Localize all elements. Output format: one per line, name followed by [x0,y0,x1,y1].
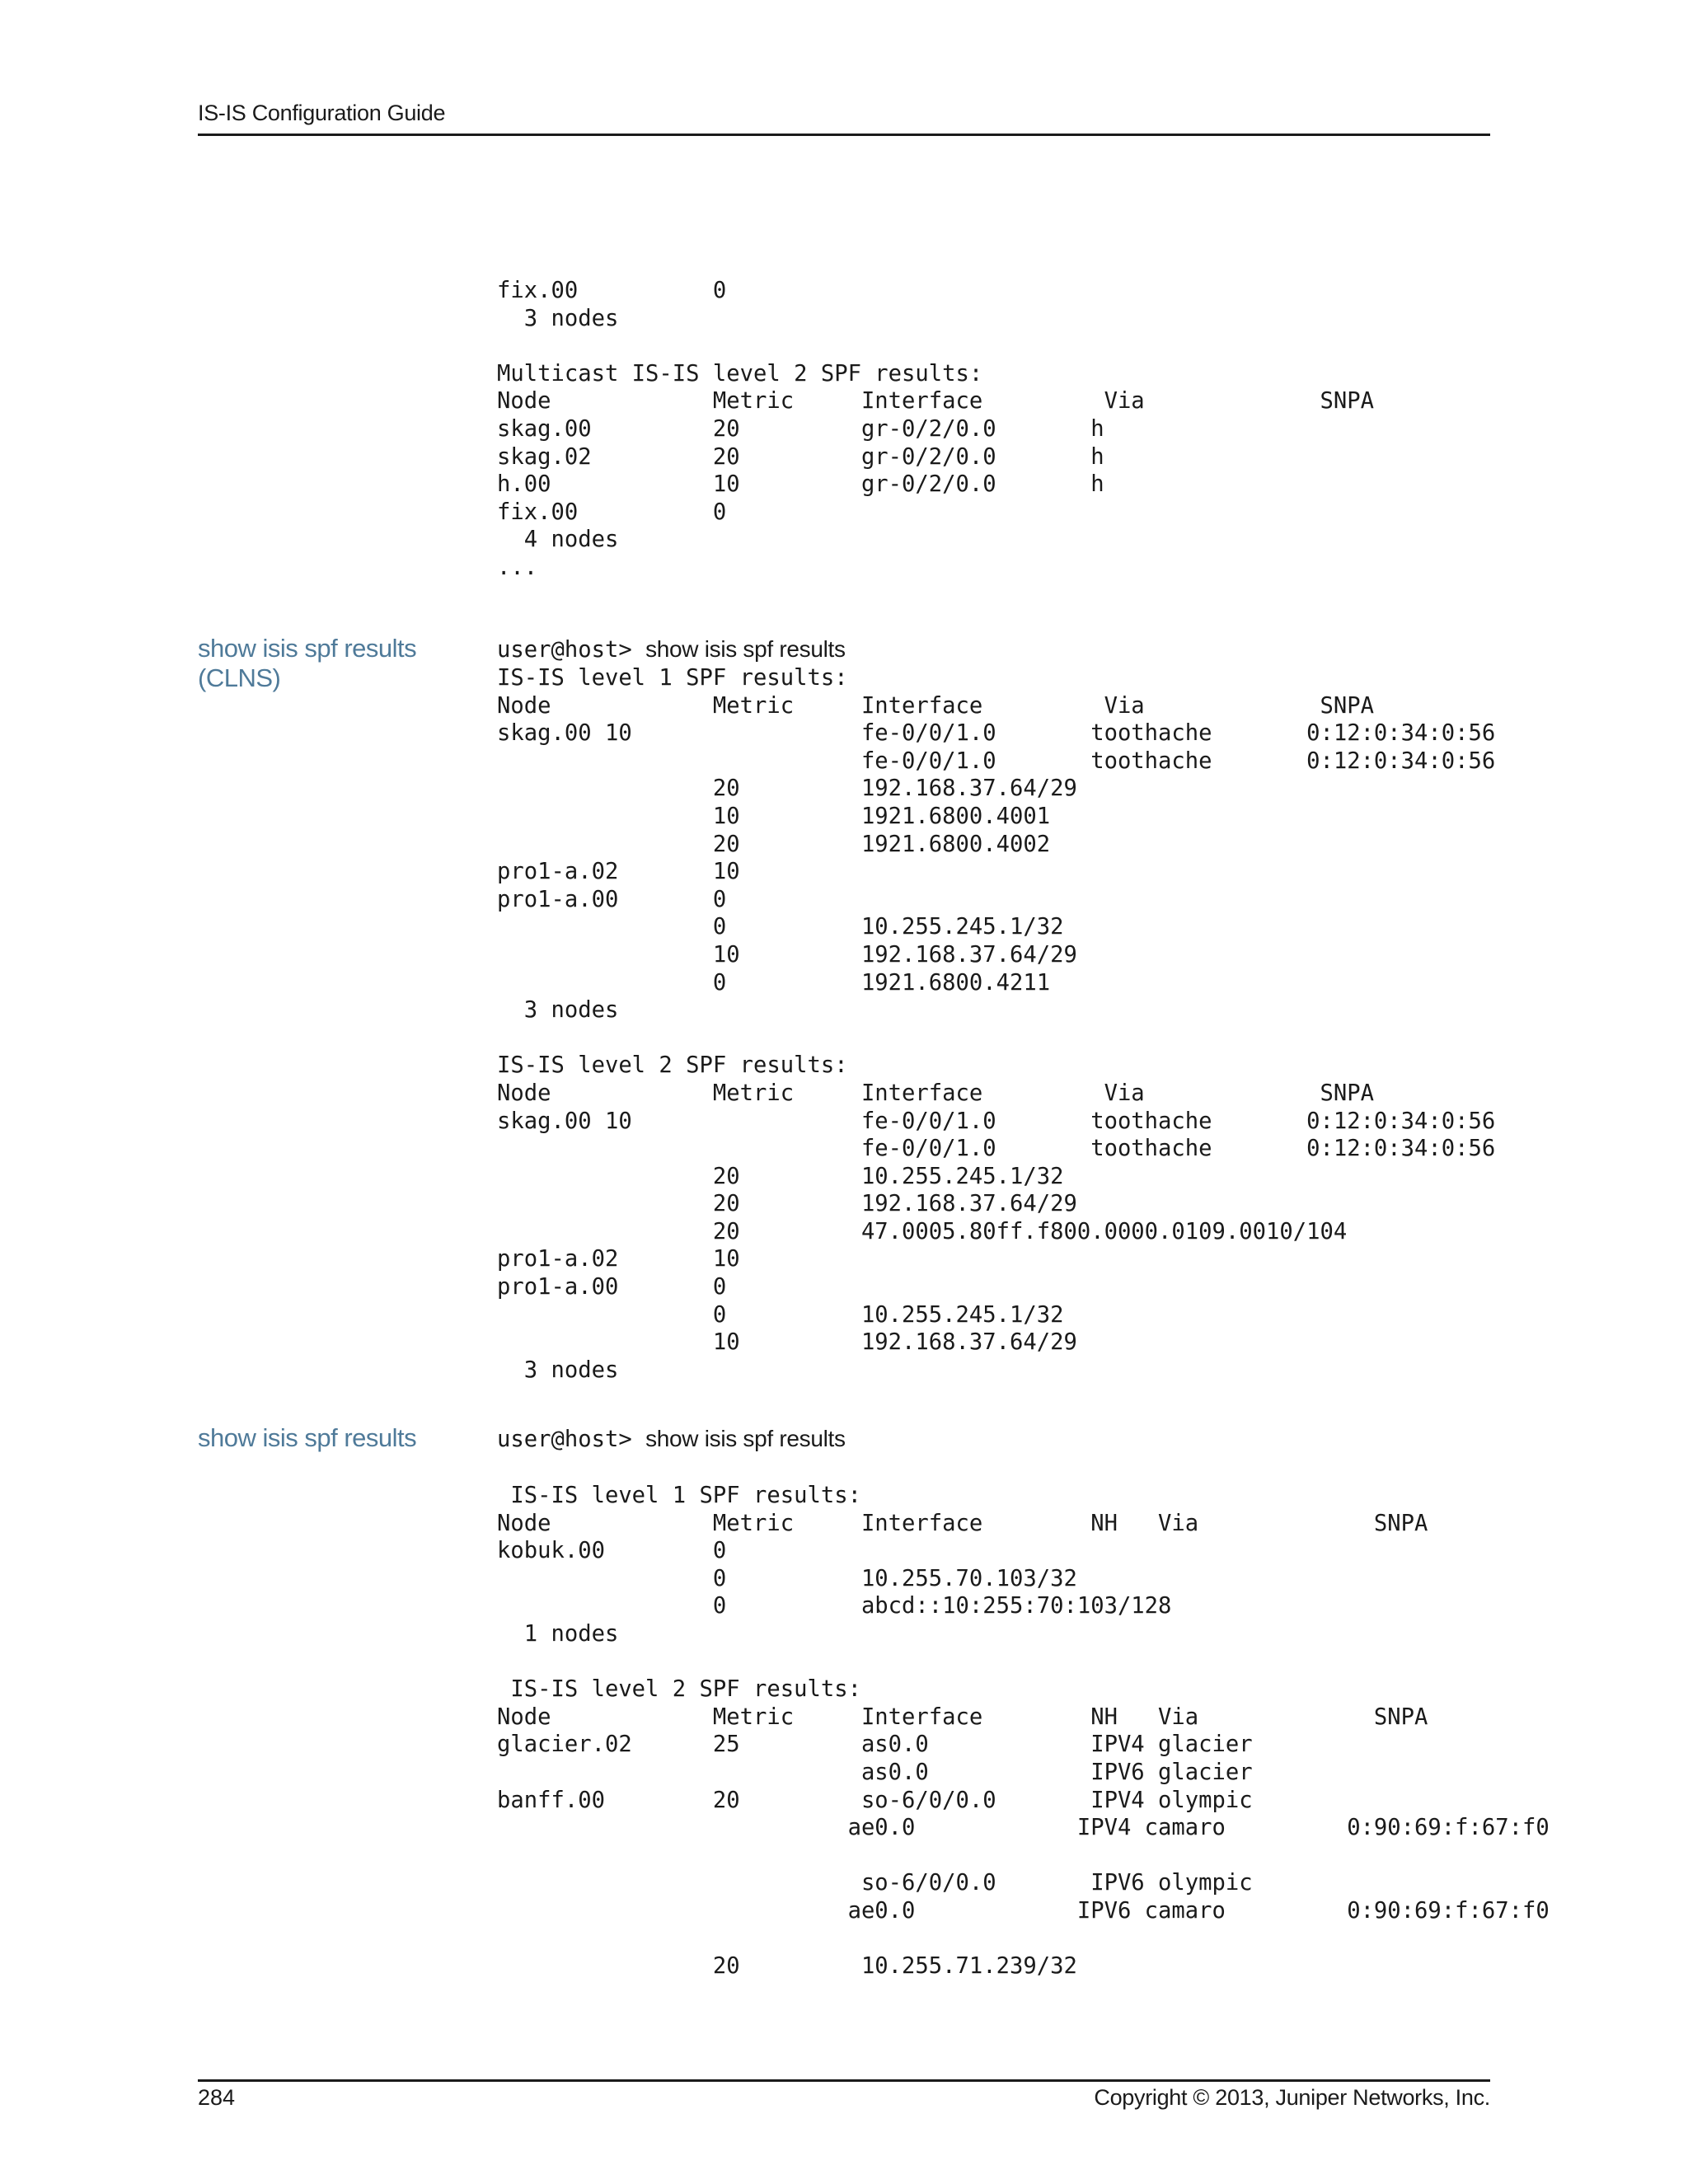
continued-output-block: fix.00 0 3 nodes Multicast IS-IS level 2 SPF results: Node Metric Interface Via SNPA skag.00 20 gr-0/2/0.0 h skag.02 20 gr-0/2/0.0 h h.00 10 gr-0/2/0.0 h fix.00 0 4 nodes ... [497,278,1374,580]
footer-rule [198,2079,1490,2082]
clns-output-block: IS-IS level 1 SPF results: Node Metric Interface Via SNPA skag.00 10 fe-0/0/1.0 toothache 0:12:0:34:0:56 fe-0/0/1.0 toothache 0:12:0:34:0:56 20 192.168.37.64/29 10 1921.6800.4001 20 1921.6800.4002 pro1-a.02 10 pro1-a.00 0 0 10.255.245.1/32 10 192.168.37.64/29 0 1921.6800.4211 3 nodes IS-IS level 2 SPF results: Node Metric Interface Via SNPA skag.00 10 fe-0/0/1.0 toothache 0:12:0:34:0:56 fe-0/0/1.0 toothache 0:12:0:34:0:56 20 10.255.245.1/32 20 192.168.37.64/29 20 47.0005.80ff.f800.0000.0109.0010/104 pro1-a.02 10 pro1-a.00 0 0 10.255.245.1/32 10 192.168.37.64/29 3 nodes [497,665,1496,1383]
command-text: show isis spf results [645,1426,846,1451]
spf-results-output-block: IS-IS level 1 SPF results: Node Metric Interface NH Via SNPA kobuk.00 0 0 10.255.70.103/32 0 abcd::10:255:70:103/128 1 nodes IS-IS level 2 SPF results: Node Metric Interface NH Via SNPA glacier.02 25 as0.0 IPV4 glacier as0.0 IPV6 glacier banff.00 20 so-6/0/0.0 IPV4 olympic ae0.0 IPV4 camaro 0:90:69:f:67:f0 so-6/0/0.0 IPV6 olympic ae0.0 IPV6 camaro 0:90:69:f:67:f0 20 10.255.71.239/32 [497,1483,1550,1980]
command-prompt: user@host> [497,637,646,663]
command-text: show isis spf results [645,636,846,662]
command-line-spf-results [497,1426,846,1452]
page-number: 284 [198,2085,236,2110]
copyright-notice: Copyright © 2013, Juniper Networks, Inc. [1094,2085,1490,2110]
running-header-title: IS-IS Configuration Guide [198,101,446,125]
example-heading-spf-results: show isis spf results [198,1423,417,1452]
example-heading-clns: show isis spf results (CLNS) [198,634,417,692]
command-line-clns [497,636,846,663]
header-rule [198,134,1490,136]
command-prompt: user@host> [497,1427,646,1452]
